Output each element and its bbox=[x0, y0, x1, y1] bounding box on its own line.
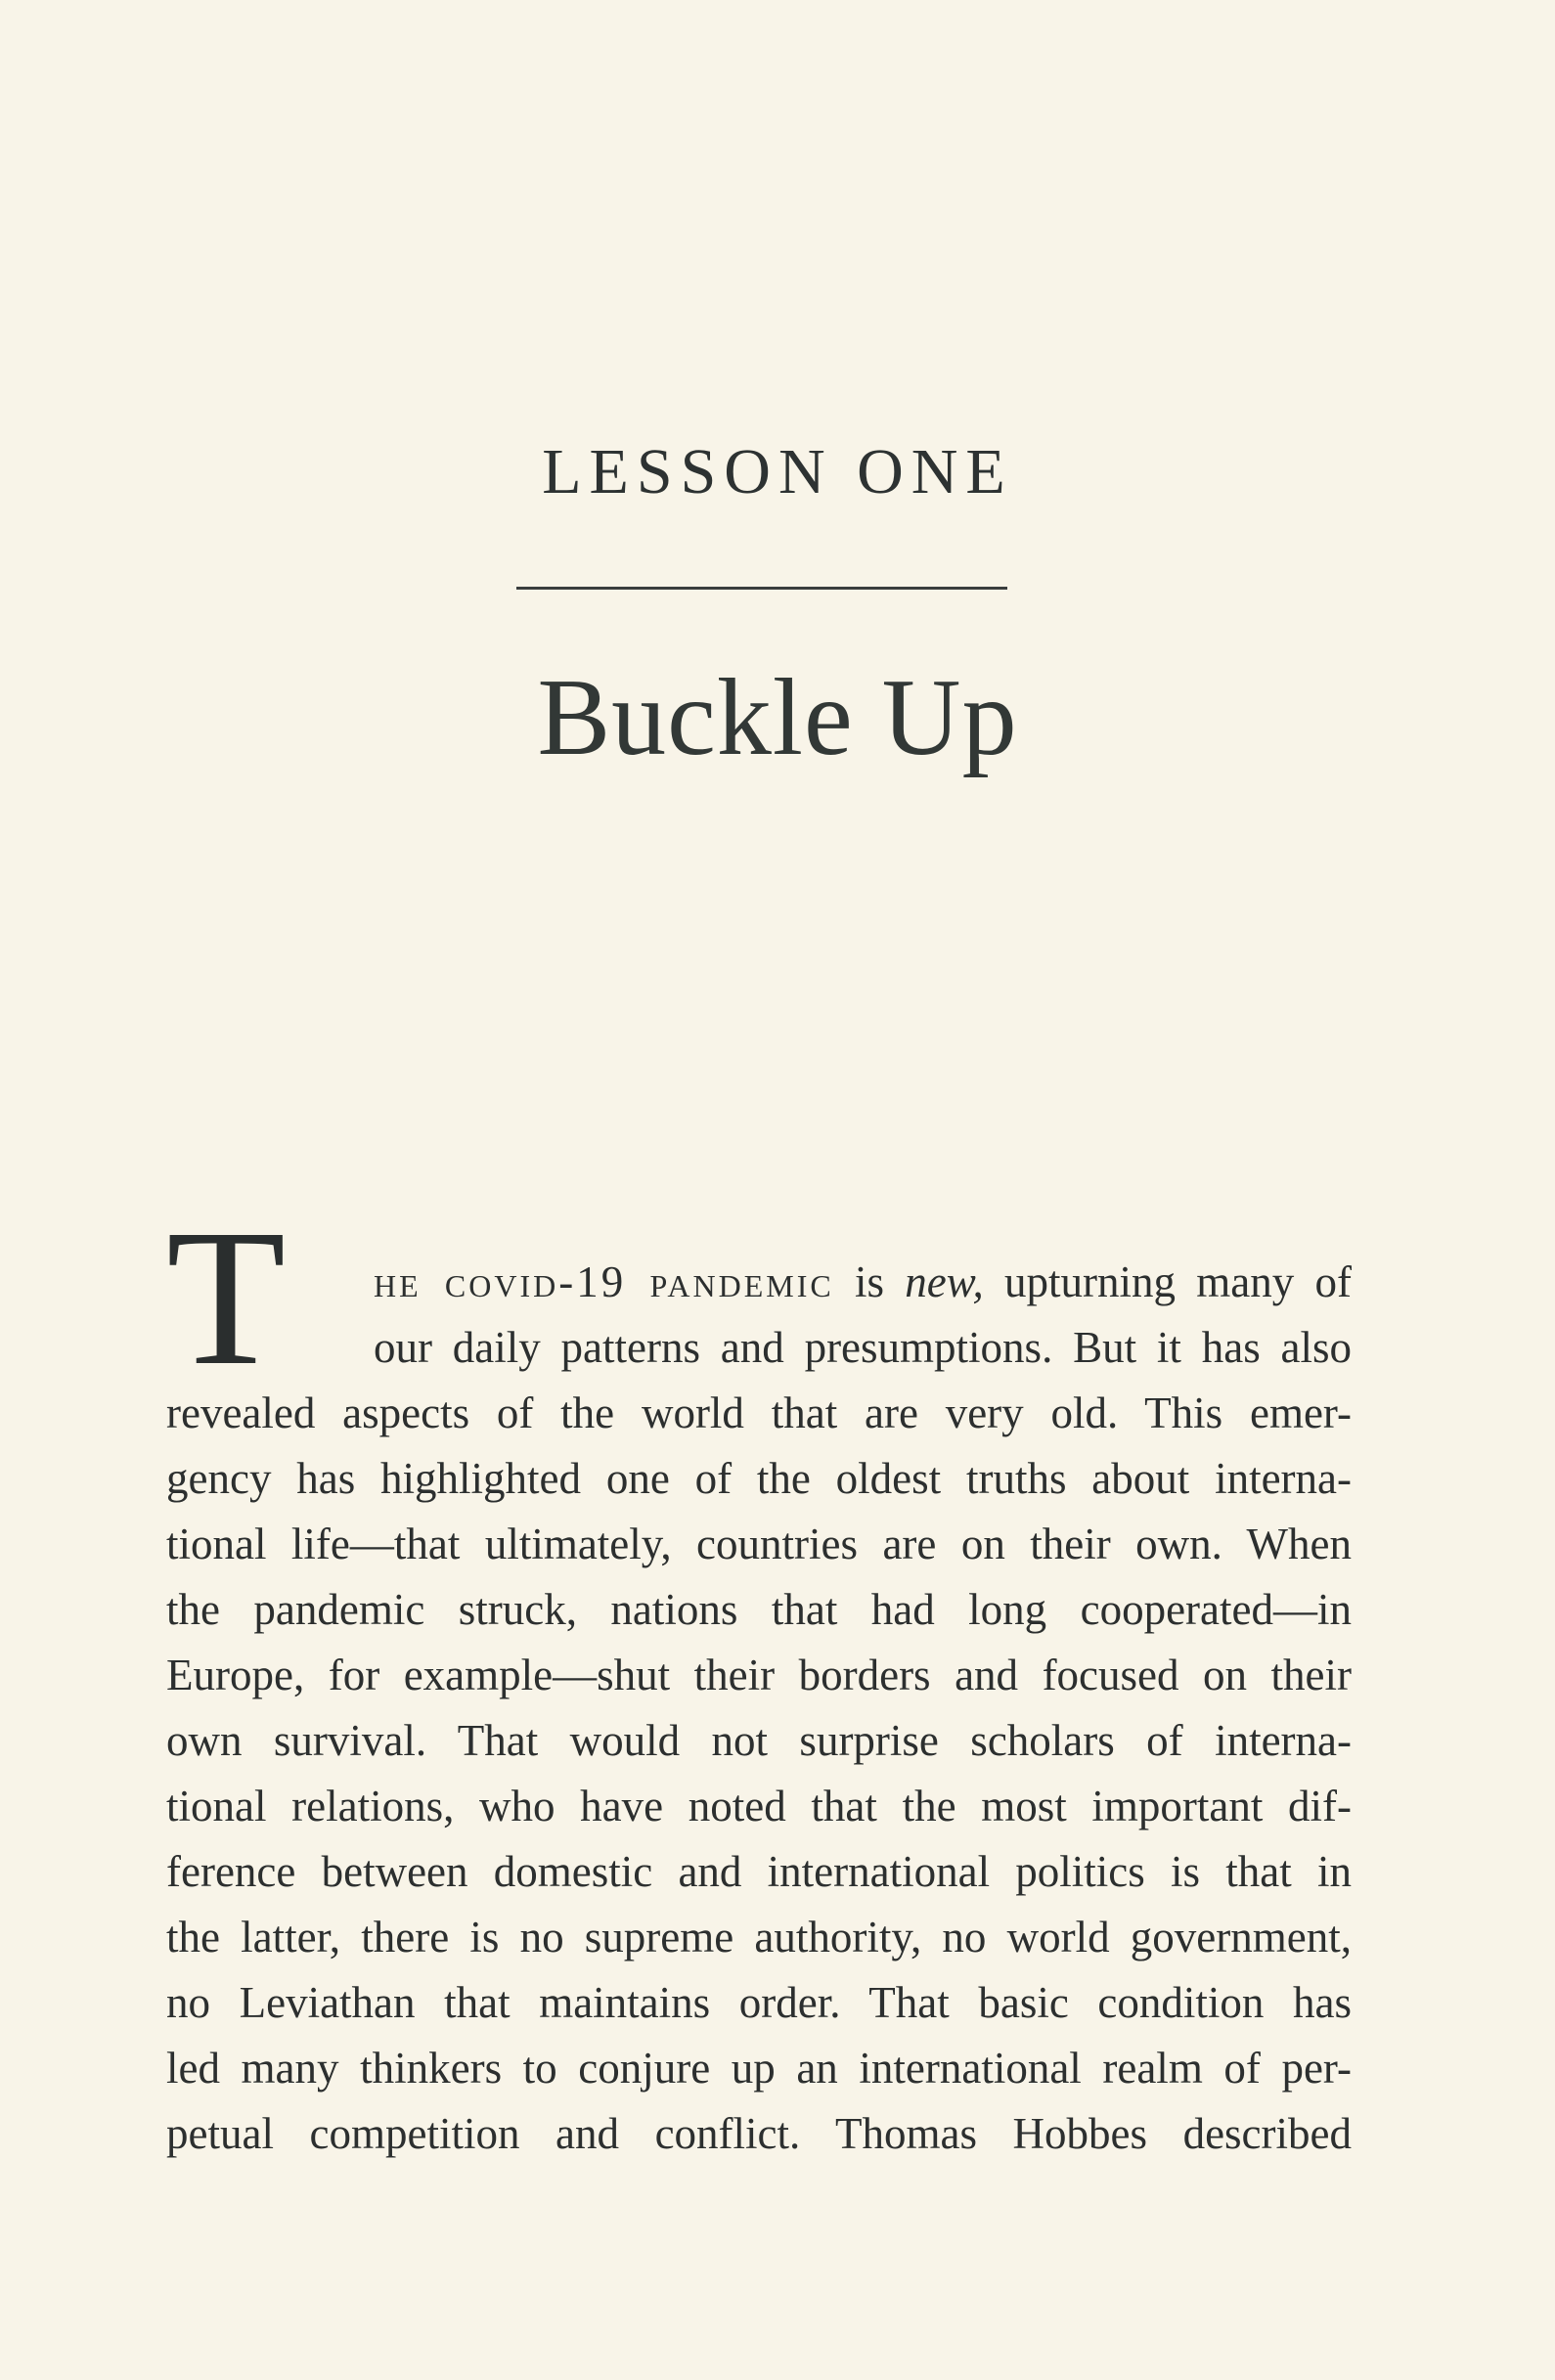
heading-divider bbox=[516, 587, 1007, 590]
body-line-13: led many thinkers to conjure up an international realm of per- bbox=[166, 2044, 1352, 2093]
body-line-12: no Leviathan that maintains order. That basic condition has bbox=[166, 1978, 1352, 2027]
body-line-2: our daily patterns and presumptions. But it has also bbox=[374, 1323, 1352, 1372]
body-line-6: the pandemic struck, nations that had long cooperated—in bbox=[166, 1585, 1352, 1634]
chapter-title: Buckle Up bbox=[537, 657, 1018, 778]
body-line-14: petual competition and conflict. Thomas Hobbes described bbox=[166, 2109, 1352, 2158]
body-line-7: Europe, for example—shut their borders and focused on their bbox=[166, 1651, 1352, 1699]
opening-smallcaps: he covid-19 pandemic bbox=[374, 1257, 834, 1306]
emphasis-new: new, bbox=[905, 1257, 984, 1306]
body-line-8: own survival. That would not surprise scholars of interna- bbox=[166, 1716, 1352, 1765]
body-line-3: revealed aspects of the world that are very old. This emer- bbox=[166, 1388, 1352, 1437]
drop-cap: T bbox=[166, 1190, 287, 1406]
line1-rest-a: is bbox=[833, 1257, 906, 1306]
line1-rest-b: upturning many of bbox=[983, 1257, 1352, 1306]
lesson-label: LESSON ONE bbox=[542, 436, 1013, 507]
body-line-10: ference between domestic and international politics is that in bbox=[166, 1847, 1352, 1896]
body-line-5: tional life—that ultimately, countries are on their own. When bbox=[166, 1520, 1352, 1568]
body-line-11: the latter, there is no supreme authority, no world government, bbox=[166, 1913, 1352, 1961]
body-line-1 bbox=[374, 1250, 1352, 1315]
body-text bbox=[166, 1250, 1352, 2167]
body-line-4: gency has highlighted one of the oldest truths about interna- bbox=[166, 1454, 1352, 1503]
body-line-9: tional relations, who have noted that the most important dif- bbox=[166, 1782, 1352, 1830]
